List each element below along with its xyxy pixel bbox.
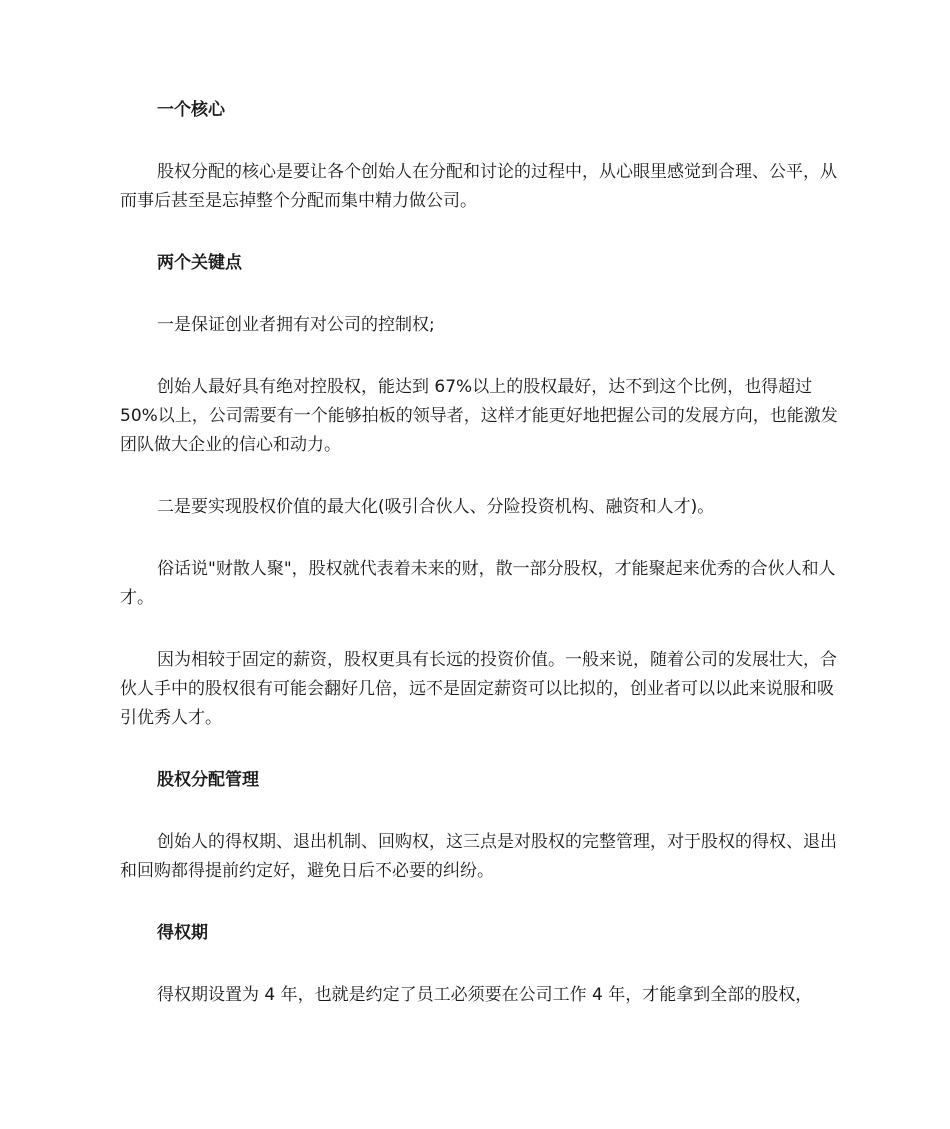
paragraph-point-two: 二是要实现股权价值的最大化(吸引合伙人、分险投资机构、融资和人才)。 (157, 497, 715, 517)
document-body (120, 96, 840, 1010)
paragraph-point-one: 一是保证创业者拥有对公司的控制权; (157, 315, 435, 335)
paragraph-management: 创始人的得权期、退出机制、回购权，这三点是对股权的完整管理，对于股权的得权、退出和回购都得提前约定好，避免日后不必要的纠纷。 (120, 832, 837, 881)
paragraph-saying: 俗话说"财散人聚"，股权就代表着未来的财，散一部分股权，才能聚起来优秀的合伙人和人才。 (120, 559, 836, 608)
heading-core: 一个核心 (157, 100, 225, 120)
heading-management: 股权分配管理 (157, 770, 259, 790)
paragraph-control: 创始人最好具有绝对控股权，能达到 67%以上的股权最好，达不到这个比例，也得超过 50%以上，公司需要有一个能够拍板的领导者，这样才能更好地把握公司的发展方向，也能激发团队做大企业的信心和动力。 (120, 377, 838, 455)
paragraph-vesting: 得权期设置为 4 年，也就是约定了员工必须要在公司工作 4 年，才能拿到全部的股权， (157, 985, 813, 1005)
heading-vesting: 得权期 (157, 923, 208, 943)
paragraph-value: 因为相较于固定的薪资，股权更具有长远的投资价值。一般来说，随着公司的发展壮大，合伙人手中的股权很有可能会翻好几倍，远不是固定薪资可以比拟的，创业者可以以此来说服和吸引优秀人才。 (120, 650, 837, 728)
heading-key-points: 两个关键点 (157, 253, 242, 273)
paragraph-core: 股权分配的核心是要让各个创始人在分配和讨论的过程中，从心眼里感觉到合理、公平，从而事后甚至是忘掉整个分配而集中精力做公司。 (120, 162, 837, 211)
